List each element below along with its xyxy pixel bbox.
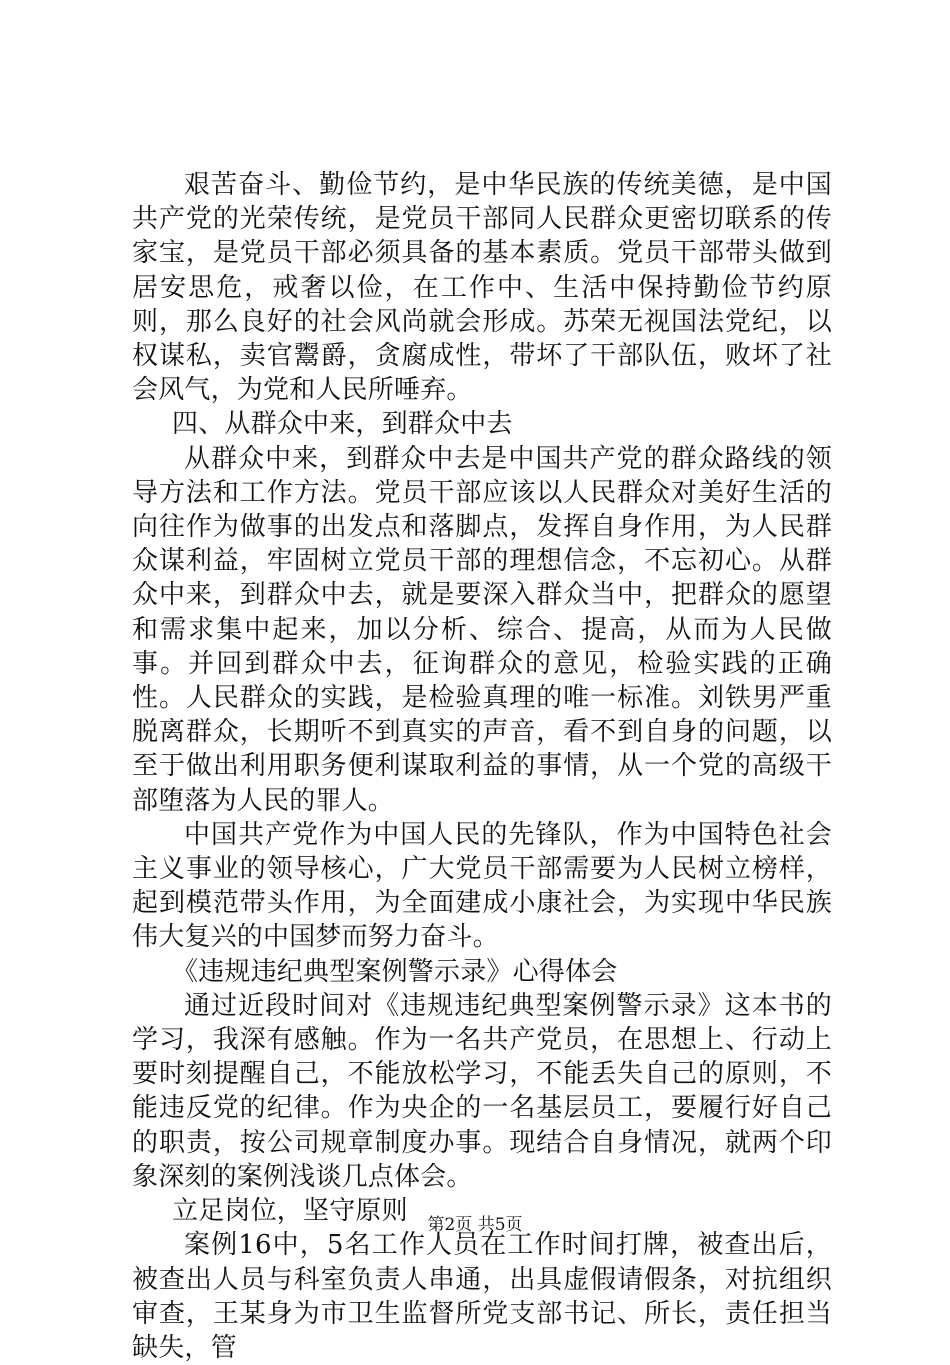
page-number-footer: 第2页 共5页 bbox=[427, 1215, 523, 1235]
paragraph-case-16: 案例16中，5名工作人员在工作时间打牌，被查出后，被查出人员与科室负责人串通，出具虚假请假条，对抗组织审查，王某身为市卫生监督所党支部书记、所长，责任担当缺失，管 bbox=[132, 1230, 832, 1363]
paragraph-mass-line: 从群众中来，到群众中去是中国共产党的群众路线的领导方法和工作方法。党员干部应该以人民群众对美好生活的向往作为做事的出发点和落脚点，发挥自身作用，为人民群众谋利益，牢固树立党员干部的理想信念，不忘初心。从群众中来，到群众中去，就是要深入群众当中，把群众的愿望和需求集中起来，加以分析、综合、提高，从而为人民做事。并回到群众中去，征询群众的意见，检验实践的正确性。人民群众的实践，是检验真理的唯一标准。刘铁男严重脱离群众，长期听不到真实的声音，看不到自身的问题，以至于做出利用职务便利谋取利益的事情，从一个党的高级干部堕落为人民的罪人。 bbox=[132, 443, 832, 816]
paragraph-vanguard: 中国共产党作为中国人民的先锋队，作为中国特色社会主义事业的领导核心，广大党员干部需要为人民树立榜样，起到模范带头作用，为全面建成小康社会，为实现中华民族伟大复兴的中国梦而努力奋斗。 bbox=[132, 819, 832, 953]
section-heading-principles: 立足岗位，坚守原则 bbox=[172, 1196, 408, 1227]
document-body bbox=[132, 168, 832, 1365]
article-title-reflections: 《违规违纪典型案例警示录》心得体会 bbox=[172, 956, 618, 987]
paragraph-frugality: 艰苦奋斗、勤俭节约，是中华民族的传统美德，是中国共产党的光荣传统，是党员干部同人民群众更密切联系的传家宝，是党员干部必须具备的基本素质。党员干部带头做到居安思危，戒奢以俭，在工作中、生活中保持勤俭节约原则，那么良好的社会风尚就会形成。苏荣无视国法党纪，以权谋私，卖官鬻爵，贪腐成性，带坏了干部队伍，败坏了社会风气，为党和人民所唾弃。 bbox=[132, 170, 832, 406]
paragraph-introduction: 通过近段时间对《违规违纪典型案例警示录》这本书的学习，我深有感触。作为一名共产党员，在思想上、行动上要时刻提醒自己，不能放松学习，不能丢失自己的原则，不能违反党的纪律。作为央企的一名基层员工，要履行好自己的职责，按公司规章制度办事。现结合自身情况，就两个印象深刻的案例浅谈几点体会。 bbox=[132, 990, 832, 1192]
section-heading-mass-line: 四、从群众中来，到群众中去 bbox=[172, 409, 513, 440]
